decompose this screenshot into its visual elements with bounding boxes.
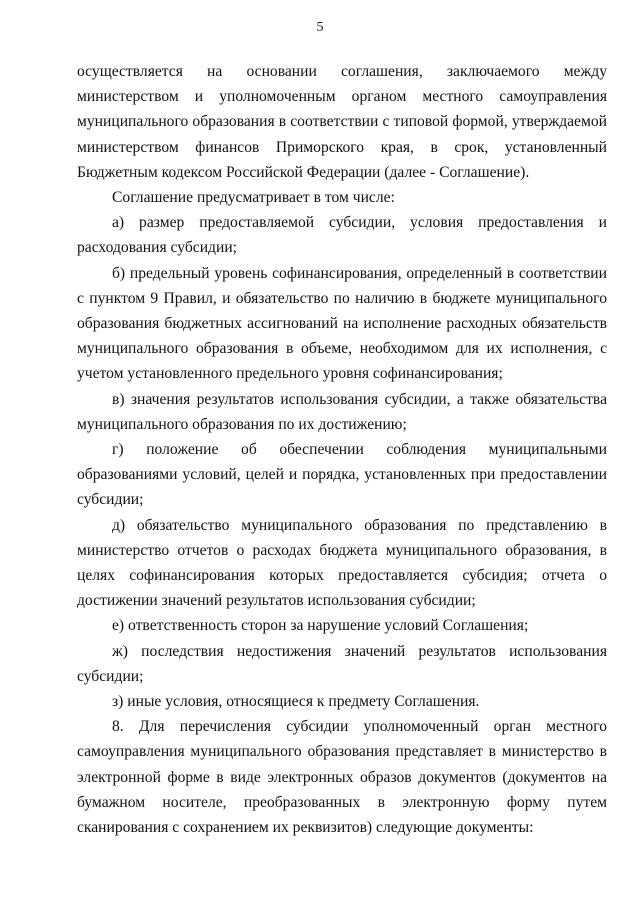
paragraph-clause-8: 8. Для перечисления субсидии уполномоченный орган местного самоуправления муниципального образования представляет в министерство в электронной форме в виде электронных образов документов (документов на бумажном носителе, преобразованных в электронную форму путем сканирования с сохранением их реквизитов) следующие документы: <box>77 718 607 837</box>
list-item-e: е) ответственность сторон за нарушение условий Соглашения; <box>112 617 529 635</box>
list-item-b: б) предельный уровень софинансирования, определенный в соответствии с пунктом 9 Правил, и обязательство по наличию в бюджете муниципального образования бюджетных ассигнований на исполнение расходных обязательств муниципального образования в объеме, необходимом для их исполнения, с учетом установленного предельного уровня софинансирования; <box>77 264 607 383</box>
paragraph-continuation: осуществляется на основании соглашения, заключаемого между министерством и уполномоченным органом местного самоуправления муниципального образования в соответствии с типовой формой, утверждаемой министерством финансов Приморского края, в срок, установленный Бюджетным кодексом Российской Федерации (далее - Соглашение). <box>77 63 607 181</box>
document-body <box>77 59 607 840</box>
list-item-d: д) обязательство муниципального образования по представлению в министерство отчетов о расходах бюджета муниципального образования, в целях софинансирования которых предоставляется субсидия; отчета о достижении значений результатов использования субсидии; <box>77 516 607 610</box>
list-item-v: в) значения результатов использования субсидии, а также обязательства муниципального образования по их достижению; <box>77 390 607 433</box>
list-item-zh: ж) последствия недостижения значений результатов использования субсидии; <box>77 642 607 685</box>
list-item-g: г) положение об обеспечении соблюдения муниципальными образованиями условий, целей и порядка, установленных при предоставлении субсидии; <box>77 441 607 509</box>
page-number: 5 <box>316 20 324 35</box>
paragraph-agreement-intro: Соглашение предусматривает в том числе: <box>112 189 395 207</box>
list-item-z: з) иные условия, относящиеся к предмету Соглашения. <box>112 693 480 711</box>
list-item-a: а) размер предоставляемой субсидии, условия предоставления и расходования субсидии; <box>77 214 607 257</box>
